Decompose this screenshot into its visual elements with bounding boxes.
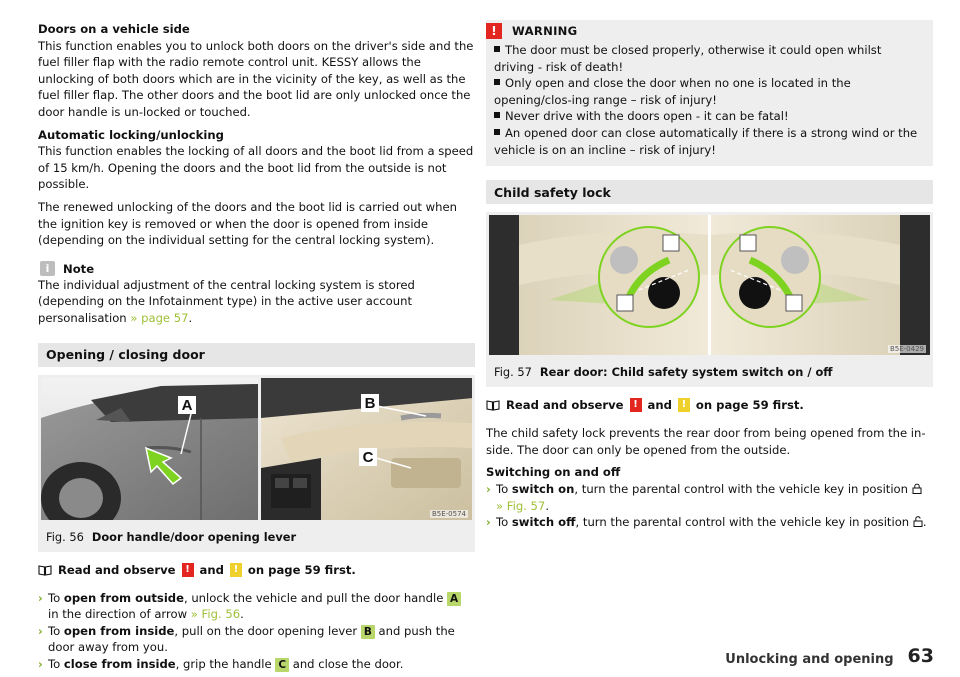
note-end: .: [188, 310, 193, 325]
note-text-block: [38, 277, 475, 327]
car-door-interior-image: [261, 378, 473, 520]
lock-closed-icon: [912, 483, 922, 494]
key-label-c: C: [275, 658, 289, 672]
chevron-right-icon: ›: [38, 656, 43, 671]
warning-icon: !: [630, 398, 642, 412]
step-text: , turn the parental control with the vehicle key in position: [574, 481, 912, 496]
paragraph-auto-locking: [38, 127, 475, 193]
page-number: 63: [907, 645, 934, 667]
warning-icon: !: [486, 23, 502, 39]
step-switch-on-text: [496, 481, 922, 514]
step-text: To: [48, 623, 64, 638]
read-observe-and: and: [199, 562, 224, 577]
step-open-outside-text: [48, 590, 475, 623]
label-b: B: [364, 394, 375, 412]
text-auto-locking: This function enables the locking of all doors and the boot lid from a speed of 15 km/h. Opening the doors and the boot lid from the outside is not possible.: [38, 144, 474, 192]
car-interior-illustration: [261, 378, 473, 520]
step-text: , unlock the vehicle and pull the door handle: [183, 590, 448, 605]
label-a: A: [181, 396, 193, 414]
image-code-56: B5E-0574: [431, 509, 466, 518]
text-doors-vehicle-side: This function enables you to unlock both doors on the driver's side and the fuel filler flap with the radio remote control unit. KESSY allows the unlocking of both doors which are in the vicinity of the key, as well as the fuel filler flap. The other doors and the boot lid are only unlocked once the door handle is un-locked or touched.: [38, 38, 474, 119]
paragraph-doors-vehicle-side: [38, 21, 475, 121]
section-title-text: Opening / closing door: [46, 347, 205, 362]
read-observe-and: and: [647, 398, 672, 413]
read-observe-line-left: [38, 562, 475, 578]
warning-item: [494, 75, 925, 108]
step-close-inside: [38, 656, 475, 673]
warning-item: [494, 108, 925, 125]
step-text: , grip the handle: [175, 656, 276, 671]
chevron-right-icon: ›: [38, 590, 43, 605]
footer-chapter-title: Unlocking and opening: [725, 652, 894, 667]
child-lock-illustration: [489, 215, 930, 355]
fig-57-link[interactable]: » Fig. 57: [496, 498, 546, 513]
figure-56-caption: [38, 523, 475, 552]
page-footer: [725, 645, 934, 667]
warning-text: Never drive with the doors open - it can be fatal!: [505, 109, 789, 124]
step-end: .: [922, 515, 927, 530]
step-open-inside: [38, 623, 475, 656]
right-column: [486, 0, 933, 531]
heading-doors-vehicle-side: Doors on a vehicle side: [38, 22, 190, 36]
warning-text: An opened door can close automatically if there is a strong wind or the vehicle is on an incline – risk of injury!: [494, 125, 918, 157]
figure-57-number: Fig. 57: [494, 365, 532, 380]
step-bold: switch on: [511, 481, 575, 496]
step-bold: switch off: [511, 515, 576, 530]
section-title-text: Child safety lock: [494, 184, 611, 200]
lock-open-icon: [913, 516, 923, 527]
step-switch-off: [486, 514, 933, 531]
bullet-icon: [494, 46, 500, 52]
label-c: C: [362, 448, 373, 466]
read-observe-pre: Read and observe: [506, 398, 624, 413]
warning-box: [486, 20, 933, 166]
step-open-inside-text: [48, 623, 475, 656]
key-label-a: A: [447, 592, 461, 606]
fig-56-link[interactable]: » Fig. 56: [190, 607, 241, 622]
read-observe-pre: Read and observe: [58, 562, 176, 577]
step-close-inside-text: [48, 656, 403, 673]
step-text: To: [496, 515, 512, 530]
car-door-exterior-image: [41, 378, 258, 520]
step-bold: open from inside: [63, 623, 175, 638]
left-column: [38, 0, 475, 672]
warning-item: [494, 125, 925, 158]
paragraph-renewed-unlocking: The renewed unlocking of the doors and the boot lid is carried out when the ignition key is removed or when the door is opened from inside (depending on the individual setting for the central locking system).: [38, 199, 457, 248]
step-text: in the direction of arrow: [48, 607, 191, 622]
section-title-opening-closing: [38, 343, 475, 367]
read-observe-line-right: [486, 397, 933, 413]
step-switch-off-text: [496, 514, 927, 531]
read-observe-post: on page 59 first.: [247, 562, 356, 577]
note-page-link[interactable]: » page 57: [130, 310, 189, 325]
note-text: The individual adjustment of the central locking system is stored (depending on the Infotainment type) in the active user account personalisation: [38, 277, 415, 325]
read-observe-post: on page 59 first.: [695, 398, 804, 413]
caution-icon: !: [230, 563, 242, 577]
bullet-icon: [494, 79, 500, 85]
heading-auto-locking: Automatic locking/unlocking: [38, 127, 224, 142]
info-icon: i: [40, 261, 55, 276]
step-open-outside: [38, 590, 475, 623]
step-bold: close from inside: [63, 656, 176, 671]
step-text: To: [48, 656, 64, 671]
image-code-57: B5E-0429: [889, 345, 924, 354]
chevron-right-icon: ›: [486, 515, 491, 530]
step-text: and push the door away from you.: [48, 623, 455, 655]
bullet-icon: [494, 129, 500, 135]
figure-57-caption-text: Rear door: Child safety system switch on / off: [539, 365, 833, 380]
figure-56-number: Fig. 56: [46, 529, 84, 544]
chevron-right-icon: ›: [38, 623, 43, 638]
bullet-icon: [494, 112, 500, 118]
step-end: .: [240, 607, 244, 622]
section-title-child-lock: [486, 180, 933, 204]
step-text: and close the door.: [289, 656, 404, 671]
step-text: , turn the parental control with the vehicle key in position: [575, 515, 913, 530]
warning-text: Only open and close the door when no one is located in the opening/clos-ing range – risk of injury!: [494, 76, 851, 107]
warning-title: WARNING: [512, 24, 578, 38]
figure-57: [486, 212, 933, 387]
warning-header: [491, 20, 925, 42]
warning-item: [494, 42, 925, 75]
key-label-b: B: [361, 625, 375, 639]
step-text: To: [496, 481, 512, 496]
step-text: To: [48, 590, 64, 605]
note-header: [38, 261, 475, 277]
warning-icon: !: [182, 563, 194, 577]
book-icon: [486, 399, 500, 411]
car-exterior-illustration: [41, 378, 258, 520]
caution-icon: !: [678, 398, 690, 412]
step-switch-on: [486, 481, 933, 514]
step-text: , pull on the door opening lever: [174, 623, 361, 638]
warning-text: The door must be closed properly, otherwise it could open whilst driving - risk of death!: [494, 43, 882, 74]
figure-56-caption-text: Door handle/door opening lever: [91, 529, 297, 544]
figure-56: [38, 375, 475, 552]
step-bold: open from outside: [63, 590, 184, 605]
note-title: Note: [63, 261, 95, 276]
heading-switching: Switching on and off: [486, 465, 621, 480]
book-icon: [38, 564, 52, 576]
step-end: .: [545, 498, 549, 513]
figure-57-images: [486, 212, 933, 358]
figure-57-caption: [486, 358, 933, 387]
paragraph-child-lock: The child safety lock prevents the rear door from being opened from the in-side. The door can only be opened from the outside.: [486, 426, 926, 457]
note-box: [38, 261, 475, 327]
figure-56-images: [38, 375, 475, 523]
chevron-right-icon: ›: [486, 481, 491, 496]
child-lock-image: [489, 215, 930, 355]
